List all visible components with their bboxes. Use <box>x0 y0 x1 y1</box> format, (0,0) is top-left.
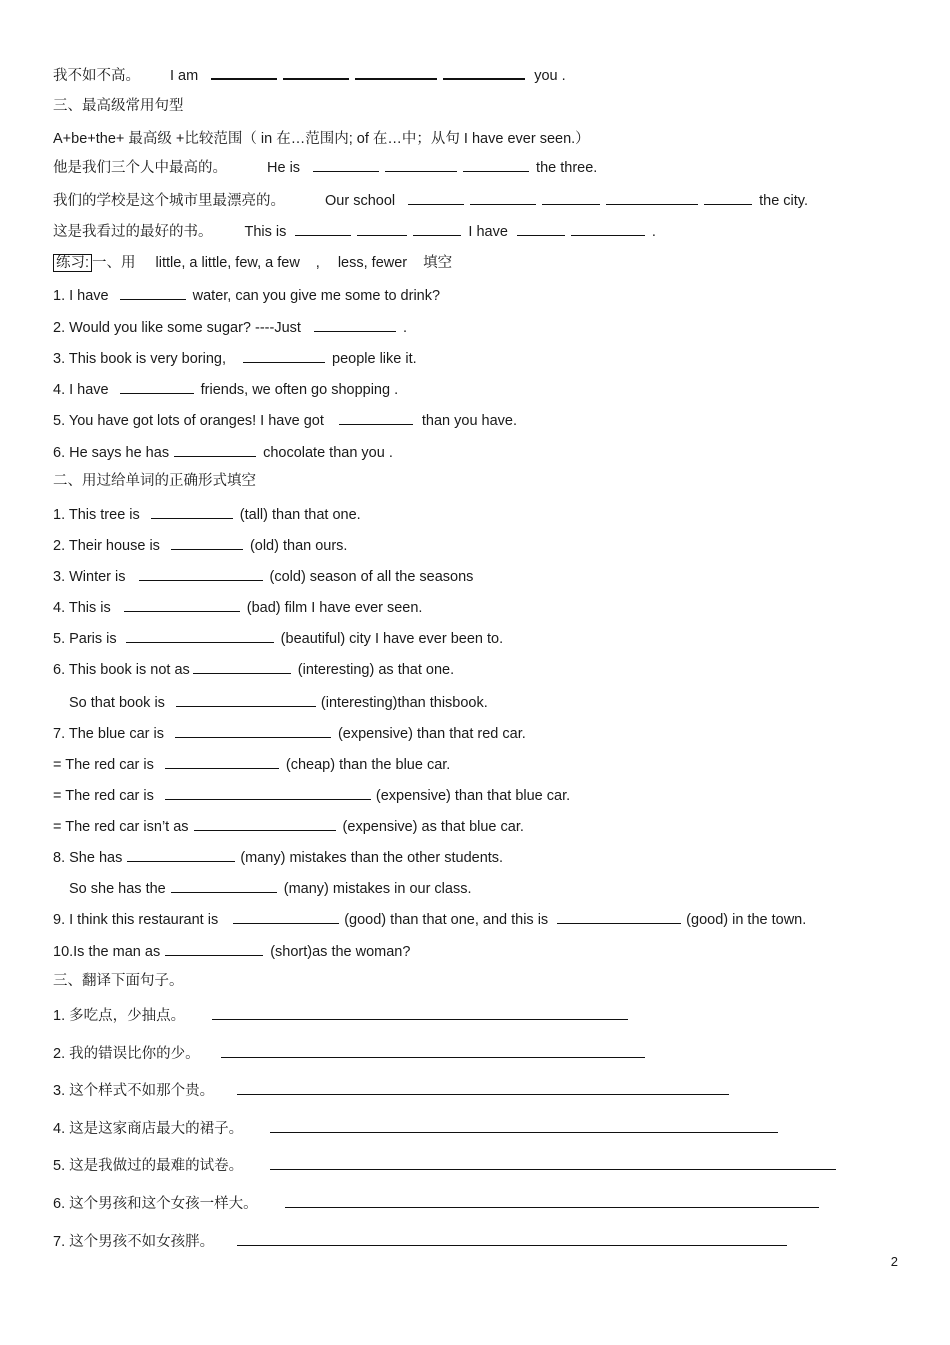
translation-item <box>53 1233 790 1251</box>
blank[interactable] <box>211 66 277 80</box>
text: 填空 <box>423 255 453 271</box>
line-0 <box>53 66 566 85</box>
text: . <box>651 224 656 240</box>
blank[interactable] <box>385 159 457 172</box>
text: I have <box>468 224 508 240</box>
text: = The red car is <box>53 757 154 773</box>
text: 1. I have <box>53 288 109 304</box>
text: , <box>315 255 320 271</box>
text: 这是我看过的最好的书。 <box>53 224 213 240</box>
text: 2. Would you like some sugar? ----Just <box>53 320 301 336</box>
line-5 <box>53 223 656 241</box>
text: the city. <box>759 193 809 209</box>
blank[interactable] <box>295 223 351 236</box>
blank[interactable] <box>542 192 600 205</box>
text: (expensive) as that blue car. <box>342 819 524 835</box>
text: = The red car isn’t as <box>53 819 189 835</box>
text: 我们的学校是这个城市里最漂亮的。 <box>53 193 285 209</box>
question <box>53 818 524 836</box>
blank[interactable] <box>463 159 529 172</box>
blank[interactable] <box>124 599 240 612</box>
blank[interactable] <box>470 192 536 205</box>
text: friends, we often go shopping . <box>200 382 399 398</box>
text: 3. 这个样式不如那个贵。 <box>53 1083 215 1099</box>
blank[interactable] <box>571 223 645 236</box>
text: (interesting)than thisbook. <box>320 695 488 711</box>
practice-heading <box>53 254 452 272</box>
text: . <box>402 320 407 336</box>
translation-item <box>53 1120 781 1138</box>
text: 1. 多吃点，少抽点。 <box>53 1008 186 1024</box>
translation-item <box>53 1045 648 1063</box>
blank[interactable] <box>139 568 263 581</box>
text: less, fewer <box>337 255 408 271</box>
text: 4. This is <box>53 600 111 616</box>
question <box>53 911 806 929</box>
question <box>53 599 422 617</box>
question <box>53 849 503 867</box>
text: (old) than ours. <box>249 538 348 554</box>
practice-label: 练习: <box>53 254 92 272</box>
answer-line[interactable] <box>237 1082 729 1095</box>
question <box>53 943 410 961</box>
text: 5. 这是我做过的最难的试卷。 <box>53 1158 244 1174</box>
text: 9. I think this restaurant is <box>53 912 219 928</box>
text: 10.Is the man as <box>53 944 161 960</box>
text: 2. Their house is <box>53 538 160 554</box>
text: (interesting) as that one. <box>297 662 455 678</box>
text: So she has the <box>69 881 166 897</box>
text: 3. Winter is <box>53 569 126 585</box>
blank[interactable] <box>517 223 565 236</box>
blank[interactable] <box>606 192 698 205</box>
question <box>69 694 488 712</box>
answer-line[interactable] <box>237 1233 787 1246</box>
question <box>69 880 472 898</box>
question <box>53 506 361 524</box>
question <box>53 725 526 743</box>
text: (many) mistakes than the other students. <box>240 850 504 866</box>
translation-item <box>53 1082 732 1100</box>
line-4 <box>53 192 808 210</box>
text: So that book is <box>69 695 165 711</box>
question <box>53 661 454 679</box>
blank[interactable] <box>413 223 461 236</box>
text: 7. The blue car is <box>53 726 164 742</box>
translation-item <box>53 1157 839 1175</box>
blank[interactable] <box>243 350 325 363</box>
question <box>53 787 570 805</box>
question <box>53 381 398 399</box>
blank[interactable] <box>171 880 277 893</box>
line-3 <box>53 159 597 177</box>
text: 8. She has <box>53 850 123 866</box>
text: water, can you give me some to drink? <box>192 288 441 304</box>
text: (cheap) than the blue car. <box>285 757 451 773</box>
answer-line[interactable] <box>285 1195 819 1208</box>
text: (expensive) than that red car. <box>337 726 526 742</box>
blank[interactable] <box>120 381 194 394</box>
text: (tall) than that one. <box>239 507 361 523</box>
blank[interactable] <box>151 506 233 519</box>
text: (beautiful) city I have ever been to. <box>280 631 504 647</box>
text: 6. He says he has <box>53 445 170 461</box>
formula-line: A+be+the+ 最高级 +比较范围（ in 在…范围内; of 在…中；从句 I have ever seen.） <box>53 131 590 147</box>
question <box>53 444 393 462</box>
blank[interactable] <box>165 756 279 769</box>
blank[interactable] <box>165 787 371 800</box>
text: 他是我们三个人中最高的。 <box>53 160 227 176</box>
blank[interactable] <box>126 630 274 643</box>
text: 我不如不高。 <box>53 68 140 84</box>
text: I am <box>170 68 199 84</box>
question <box>53 756 450 774</box>
page-number: 2 <box>890 1254 898 1269</box>
text: chocolate than you . <box>263 445 393 461</box>
blank[interactable] <box>313 159 379 172</box>
text: than you have. <box>421 413 518 429</box>
question <box>53 287 440 305</box>
blank[interactable] <box>171 537 243 550</box>
blank[interactable] <box>443 66 525 80</box>
blank[interactable] <box>357 223 407 236</box>
blank[interactable] <box>165 943 263 956</box>
question <box>53 412 517 430</box>
text: 3. This book is very boring, <box>53 351 227 367</box>
text: (good) than that one, and this is <box>344 912 549 928</box>
question <box>53 568 473 586</box>
text: He is <box>267 160 301 176</box>
section-heading: 三、最高级常用句型 <box>53 98 184 114</box>
text: (many) mistakes in our class. <box>283 881 472 897</box>
text: 7. 这个男孩不如女孩胖。 <box>53 1234 215 1250</box>
question <box>53 319 407 337</box>
section-heading: 三、翻译下面句子。 <box>53 973 184 989</box>
blank[interactable] <box>174 444 256 457</box>
blank[interactable] <box>176 694 316 707</box>
text: 5. Paris is <box>53 631 117 647</box>
blank[interactable] <box>408 192 464 205</box>
blank[interactable] <box>233 911 339 924</box>
translation-item <box>53 1007 631 1025</box>
blank[interactable] <box>175 725 331 738</box>
text: 一、用 <box>92 255 136 271</box>
blank[interactable] <box>120 287 186 300</box>
text: This is <box>244 224 287 240</box>
answer-line[interactable] <box>221 1045 645 1058</box>
text: 1. This tree is <box>53 507 140 523</box>
text: Our school <box>325 193 396 209</box>
text: (bad) film I have ever seen. <box>246 600 423 616</box>
text: 4. 这是这家商店最大的裙子。 <box>53 1121 244 1137</box>
answer-line[interactable] <box>270 1120 778 1133</box>
blank[interactable] <box>355 66 437 80</box>
text: (short)as the woman? <box>270 944 411 960</box>
text: 6. This book is not as <box>53 662 190 678</box>
blank[interactable] <box>127 849 235 862</box>
text: people like it. <box>332 351 417 367</box>
text: (good) in the town. <box>686 912 807 928</box>
text: (cold) season of all the seasons <box>269 569 474 585</box>
text: (expensive) than that blue car. <box>375 788 571 804</box>
blank[interactable] <box>339 412 413 425</box>
text: 5. You have got lots of oranges! I have got <box>53 413 324 429</box>
blank[interactable] <box>557 911 681 924</box>
text: 2. 我的错误比你的少。 <box>53 1046 200 1062</box>
blank[interactable] <box>193 661 291 674</box>
answer-line[interactable] <box>212 1007 628 1020</box>
text: 6. 这个男孩和这个女孩一样大。 <box>53 1196 258 1212</box>
blank[interactable] <box>194 818 336 831</box>
text: little, a little, few, a few <box>155 255 300 271</box>
question <box>53 350 417 368</box>
text: the three. <box>536 160 598 176</box>
section-heading: 二、用过给单词的正确形式填空 <box>53 473 256 489</box>
question <box>53 537 347 555</box>
text: 4. I have <box>53 382 109 398</box>
blank[interactable] <box>704 192 752 205</box>
question <box>53 630 503 648</box>
text: you . <box>534 68 566 84</box>
text: = The red car is <box>53 788 154 804</box>
translation-item <box>53 1195 822 1213</box>
answer-line[interactable] <box>270 1157 836 1170</box>
blank[interactable] <box>283 66 349 80</box>
blank[interactable] <box>314 319 396 332</box>
